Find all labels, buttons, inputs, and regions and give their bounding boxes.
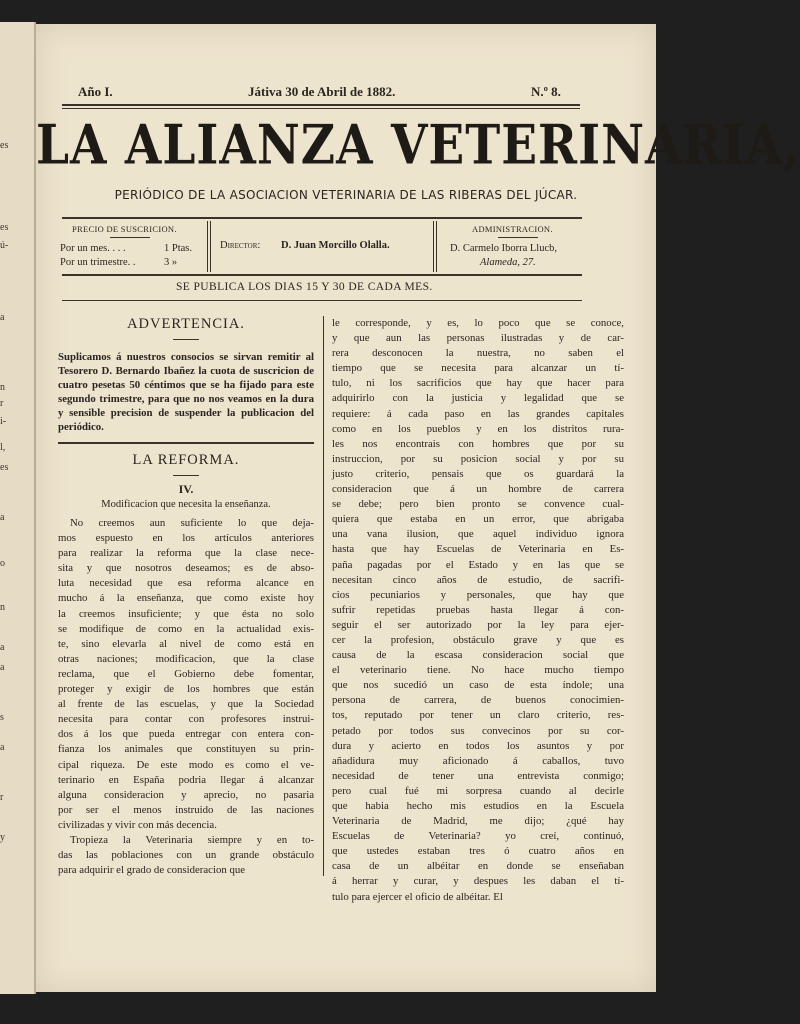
adjacent-text-fragment: a [0,312,5,323]
text-line: por ser el menos instruido de las naciones [58,803,314,816]
text-line: cios pecuniarios y personales, que hay que [332,588,624,601]
text-line: Escuelas de Veterinaria? yo creí, continuó, [332,830,624,843]
text-line: que ustedes estaban tres ó cuatro años en [332,845,624,858]
text-line: terinario en España podria llegar á alcanzar [58,773,314,786]
adjacent-text-fragment: a [0,662,5,673]
reforma-right-text [332,316,624,905]
info-box-bottom-rule [62,274,582,276]
reforma-heading: LA REFORMA. [132,452,240,468]
text-line: para realizar la reforma que la clase nece- [58,547,314,560]
text-line: reclama, que el Gobierno debe fomentar, [58,667,314,680]
text-line: otras naciones; modificacion, que la clase [58,652,314,665]
admin-heading-underline [498,237,538,238]
issue-place-date: Játiva 30 de Abril de 1882. [248,84,396,99]
text-line: al frente de las escuelas, y que la Sociedad [58,698,314,711]
text-line: mucho á la enseñanza, que como existe hoy [58,592,314,605]
text-line: dura y acierto en todos los asuntos y por [332,739,624,752]
text-line: sufrir repetidas pruebas hasta llegar á con- [332,603,624,616]
text-line: les nos encontrais con hombres que por su [332,437,624,450]
adjacent-text-fragment: es [0,462,9,473]
text-line: luta necesidad que esa reforma alcance en [58,577,314,590]
issue-year: Año I. [78,84,113,99]
price-row2-value: 3 » [164,257,178,268]
issue-number: N.º 8. [531,84,561,99]
adjacent-text-fragment: a [0,642,5,653]
text-line: civilizadas y vivir con más decencia. [58,818,217,831]
column-divider [323,316,324,876]
text-line: das las poblaciones con un grande obstáculo [58,849,314,862]
right-column [332,316,624,905]
text-line: como en los pueblos y en los distritos rura- [332,422,624,435]
publication-note-rule [62,300,582,301]
text-line: No creemos aun suficiente lo que deja- [70,517,314,529]
text-line: causa de la escasa consideracion social que [332,649,624,662]
text-line: tiempo que se necesita para alcanzar un tí- [332,362,624,375]
info-box-divider-1b [210,221,211,272]
adjacent-text-fragment: ú- [0,240,9,251]
text-line: una vana ilusion, que aquel individuo ignora [332,528,624,541]
reforma-subheading: Modificacion que necesita la enseñanza. [101,499,271,510]
advertencia-heading-rule [173,339,199,340]
info-box-top-rule [62,217,582,219]
text-line: justo criterio, pensais que os guardará la [332,467,624,480]
text-line: á herrar y curar, y despues les daban el tí- [332,875,624,888]
info-box-divider-2b [436,221,437,272]
text-line: la creemos insuficiente; y que ésta no solo [58,607,314,620]
text-line: paña pagadas por el Estado y en las que se [332,558,624,571]
text-line: le corresponde, y es, lo poco que se conoce, [332,317,624,329]
text-line: se modifique de como en la actualidad exis- [58,622,314,635]
section-rule [58,442,314,444]
text-line: petado por todos sus convecinos por su cor- [332,724,624,737]
text-line: tulo para ejercer el oficio de albéitar. El [332,890,503,903]
adjacent-text-fragment: l, [0,442,6,453]
director-label: Director: [220,240,261,251]
newspaper-page [36,24,800,992]
adjacent-text-fragment: r [0,398,4,409]
adjacent-text-fragment: i- [0,416,7,427]
text-line: hasta que hay Escuelas de Veterinaria en Es- [332,543,624,556]
adjacent-text-fragment: n [0,602,5,613]
text-line: seguir el ser autorizado por la ley para ejer- [332,618,624,631]
text-line: dos á los que pueda entregar con entera con- [58,728,314,741]
adjacent-text-fragment: r [0,792,4,803]
adjacent-text-fragment: n [0,382,5,393]
text-line: proteger y exigir de los hombres que están [58,683,314,696]
advertencia-heading: ADVERTENCIA. [127,316,245,332]
adjacent-text-fragment: s [0,712,4,723]
text-line: quiera que estaba en un error, que abrigaba [332,513,624,526]
admin-name: D. Carmelo Iborra Llucb, [450,243,558,254]
text-line: alguna consideracion y aprecio, no pasaria [58,788,314,801]
adjacent-text-fragment: es [0,140,9,151]
text-line: pero cual fué mi sorpresa cuando al decirle [332,784,624,797]
adjacent-page-strip [0,22,36,994]
text-line: cipal riqueza. De este modo es como el ve- [58,758,314,771]
admin-heading: ADMINISTRACION. [472,224,553,234]
text-line: Tropieza la Veterinaria siempre y en to- [70,833,314,846]
text-line: persona de carrera, de buenos conocimien- [332,694,624,707]
text-line: tos, reputado por tener un claro criterio, res- [332,709,624,722]
price-row2-label: Por un trimestre. . [60,257,136,268]
reforma-left-text [58,516,314,878]
left-column [58,316,314,878]
adjacent-text-fragment: es [0,222,9,233]
admin-address: Alameda, 27. [480,257,536,268]
text-line: necesidad de tener una entrevista conmigo; [332,769,624,782]
masthead-subtitle: PERIÓDICO DE LA ASOCIACION VETERINARIA DE LAS RIBERAS DEL JÚCAR. [114,188,578,202]
reforma-heading-rule [173,475,199,476]
price-heading: PRECIO DE SUSCRICION. [72,224,177,234]
director-name: D. Juan Morcillo Olalla. [281,240,390,251]
price-heading-underline [110,237,150,238]
text-line: añadidura muy aficionado á caballos, tuvo [332,754,624,767]
text-line: cer la profesion, obstáculo grave y que es [332,633,624,646]
text-line: te, sino elevarla al nivel de como está en [58,637,314,650]
text-line: requiere: á cada paso en las grandes capitales [332,407,624,420]
text-line: consideracion que á un hombre de carrera [332,483,624,496]
text-line: instruccion, por su posicion social y por su [332,452,624,465]
text-line: necesita para contar con profesores instrui- [58,713,314,726]
text-line: para adquirir el grado de consideracion que [58,864,246,877]
text-line: se debe; pero bien pronto se convence cual- [332,498,624,511]
masthead-title: LA ALIANZA VETERINARIA, [36,113,800,178]
adjacent-text-fragment: o [0,558,5,569]
text-line: Veterinaria de Madrid, me dijo; ¿qué hay [332,815,624,828]
text-line: tulo, ni los sacrificios que hay que hacer para [332,377,624,390]
text-line: sita y que nosotros deseamos; es de abso- [58,562,314,575]
adjacent-text-fragment: a [0,512,5,523]
text-line: mos espuesto en los artículos anteriores [58,532,314,545]
text-line: y que aun las personas ilustradas y de car- [332,332,624,345]
text-line: fianza los animales que constituyen su prin- [58,743,314,756]
header-rule-top [62,104,580,106]
text-line: que habia hecho mis estudios en la Escuela [332,800,624,812]
price-row1-label: Por un mes. . . . [60,243,126,254]
text-line: rera desconocen la nuestra, no saben el [332,347,624,360]
info-box-divider-1a [207,221,208,272]
header-rule-thin [62,108,580,109]
text-line: el veterinario tiene. No hace mucho tiempo [332,664,624,677]
text-line: casa de un albéitar en donde se enseñaban [332,860,624,873]
adjacent-text-fragment: a [0,742,5,753]
text-line: que nos sucedió un caso de esta índole; una [332,679,624,692]
reforma-section-number: IV. [178,482,194,496]
text-line: adquirirlo con la justicia y legalidad que se [332,392,624,405]
adjacent-text-fragment: y [0,832,5,843]
text-line: necesitan cinco años de estudio, de sacrifi- [332,573,624,586]
advertencia-text: Suplicamos á nuestros consocios se sirvan remitir al Tesorero D. Bernardo Ibañez la cuota de suscricion de cuatro pesetas 50 céntimos que se ha fijado para este segundo trimestre, para que no nos veamos en la dura y sensible precision de suspender la publicacion del periódico. [58,351,314,433]
info-box-divider-2a [433,221,434,272]
publication-note: SE PUBLICA LOS DIAS 15 Y 30 DE CADA MES. [176,281,433,293]
price-row1-value: 1 Ptas. [164,243,193,254]
